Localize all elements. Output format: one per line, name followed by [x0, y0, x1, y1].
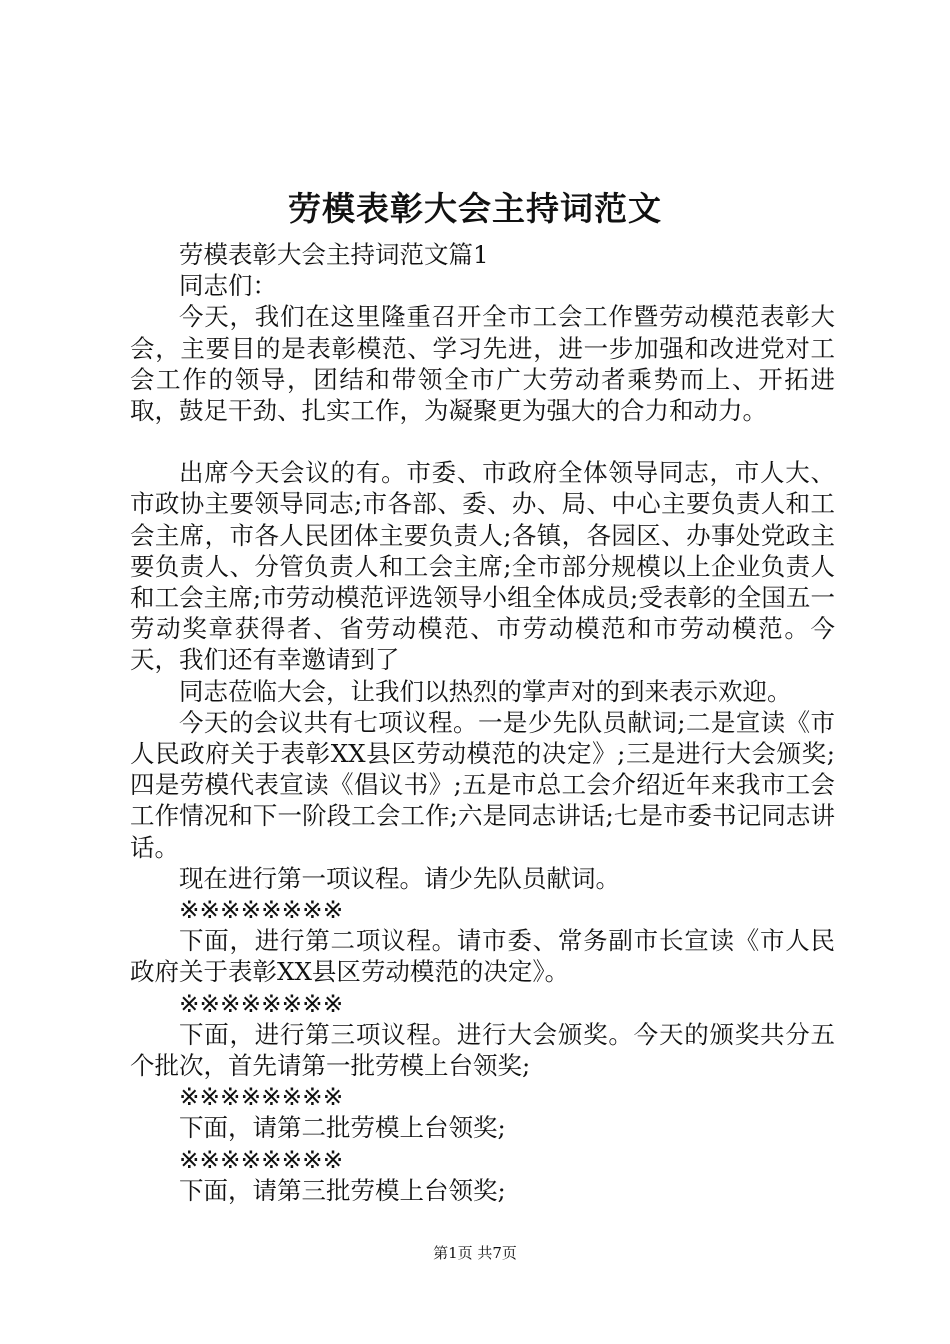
salutation: 同志们：	[179, 271, 277, 301]
separator-line: ※※※※※※※※	[179, 1082, 344, 1112]
page-footer: 第1页 共7页	[433, 1244, 517, 1262]
paragraph-welcome: 同志莅临大会，让我们以热烈的掌声对的到来表示欢迎。	[179, 676, 792, 706]
document-body	[130, 239, 835, 1206]
separator-line: ※※※※※※※※	[179, 895, 344, 925]
document-title: 劳模表彰大会主持词范文	[288, 189, 662, 228]
paragraph-item-3: 下面，进行第三项议程。进行大会颁奖。今天的颁奖共分五个批次，首先请第一批劳模上台领奖;	[130, 1019, 835, 1081]
separator-line: ※※※※※※※※	[179, 1144, 344, 1174]
paragraph-batch-3: 下面，请第三批劳模上台领奖;	[179, 1175, 506, 1205]
paragraph-item-1: 现在进行第一项议程。请少先队员献词。	[179, 863, 620, 893]
paragraph-attendees: 出席今天会议的有。市委、市政府全体领导同志，市人大、市政协主要领导同志;市各部、委、办、局、中心主要负责人和工会主席，市各人民团体主要负责人;各镇，各园区、办事处党政主要负责人、分管负责人和工会主席;全市部分规模以上企业负责人和工会主席;市劳动模范评选领导小组全体成员;受表彰的全国五一劳动奖章获得者、省劳动模范、市劳动模范和市劳动模范。今天，我们还有幸邀请到了	[130, 458, 835, 675]
paragraph-batch-2: 下面，请第二批劳模上台领奖;	[179, 1113, 506, 1143]
separator-line: ※※※※※※※※	[179, 988, 344, 1018]
paragraph-gap	[130, 426, 835, 457]
paragraph-opening: 今天，我们在这里隆重召开全市工会工作暨劳动模范表彰大会，主要目的是表彰模范、学习先进，进一步加强和改进党对工会工作的领导，团结和带领全市广大劳动者乘势而上、开拓进取，鼓足干劲、扎实工作，为凝聚更为强大的合力和动力。	[130, 302, 835, 426]
paragraph-item-2: 下面，进行第二项议程。请市委、常务副市长宣读《市人民政府关于表彰XX县区劳动模范的决定》。	[130, 926, 835, 987]
section-heading: 劳模表彰大会主持词范文篇1	[179, 240, 489, 269]
paragraph-agenda: 今天的会议共有七项议程。一是少先队员献词;二是宣读《市人民政府关于表彰XX县区劳动模范的决定》;三是进行大会颁奖;四是劳模代表宣读《倡议书》;五是市总工会介绍近年来我市工会工作情况和下一阶段工会工作;六是同志讲话;七是市委书记同志讲话。	[130, 707, 835, 862]
